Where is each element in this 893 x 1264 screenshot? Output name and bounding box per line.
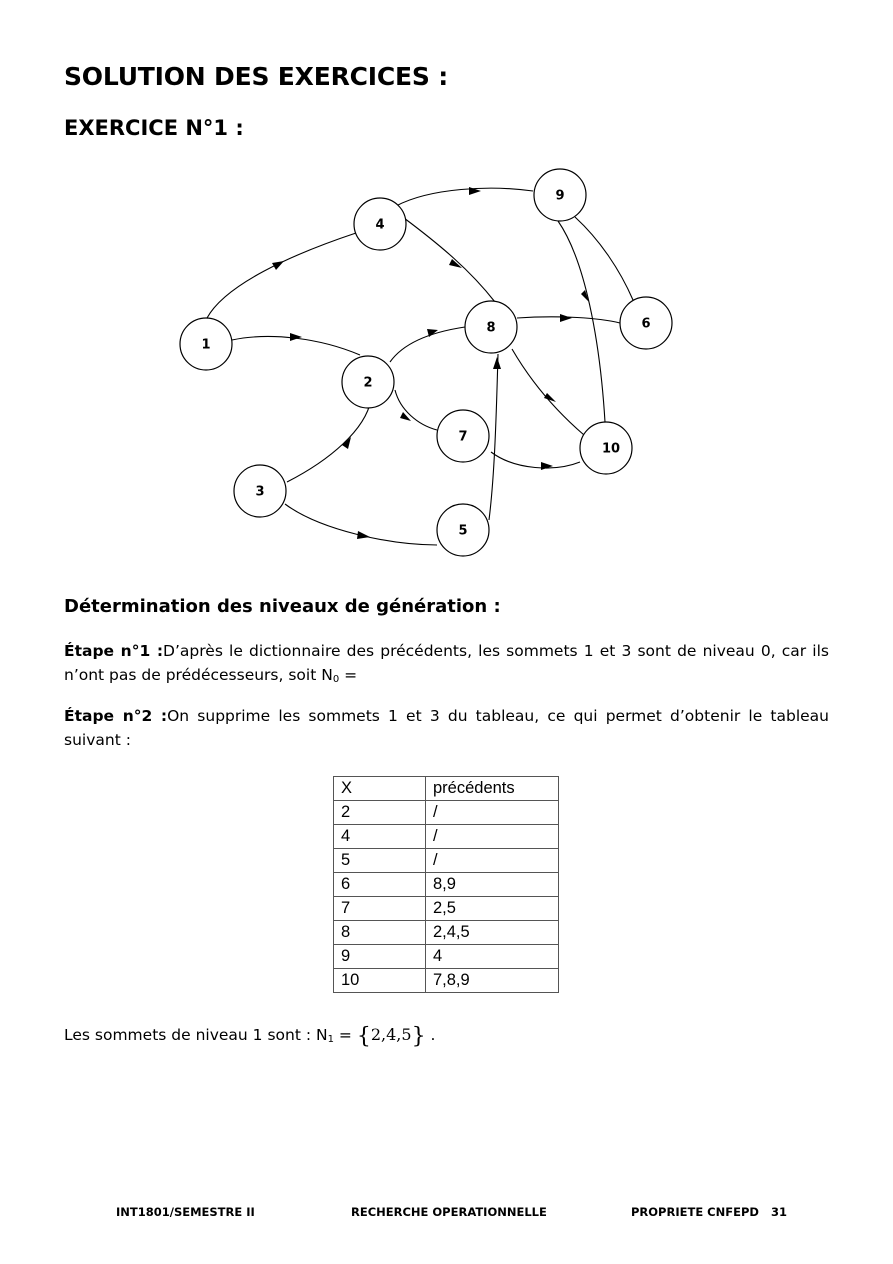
edge-3-2 (287, 400, 371, 482)
table-header-cell: précédents (426, 777, 559, 801)
n0-equals: = (339, 666, 358, 684)
step2-paragraph (64, 704, 829, 752)
edge-8-10 (512, 349, 584, 435)
step1-label: Étape n°1 : (64, 642, 164, 660)
node-label: 5 (458, 523, 468, 539)
step2-text: On supprime les sommets 1 et 3 du tableau, ce qui permet d’obtenir le tableau suivant : (64, 707, 829, 749)
section-title: Détermination des niveaux de génération : (64, 596, 501, 617)
table-cell: 2,4,5 (426, 921, 559, 945)
table-cell: 10 (334, 969, 426, 993)
table-cell: 7,8,9 (426, 969, 559, 993)
table-row (334, 801, 559, 825)
level1-paragraph (64, 1023, 829, 1052)
footer-owner: PROPRIETE CNFEPD (631, 1205, 759, 1219)
table-cell: / (426, 849, 559, 873)
graph-diagram (0, 160, 893, 580)
n1-subscript: 1 (327, 1034, 334, 1045)
table-row (334, 921, 559, 945)
exercise-title: EXERCICE N°1 : (64, 116, 244, 140)
arrowhead (544, 393, 556, 402)
set-values: 2,4,5 (370, 1025, 412, 1044)
n0-symbol: N (321, 666, 333, 684)
table-row (334, 945, 559, 969)
edge-9-10 (558, 221, 605, 422)
step1-text: D’après le dictionnaire des précédents, les sommets 1 et 3 sont de niveau 0, car ils n’ont pas de prédécesseurs, soit (64, 642, 829, 684)
set-open-brace: { (356, 1024, 371, 1049)
set-close-brace: } (411, 1024, 426, 1049)
step2-label: Étape n°2 : (64, 707, 168, 725)
edge-4-8 (404, 218, 495, 302)
table-header-row (334, 777, 559, 801)
level1-text: Les sommets de niveau 1 sont : (64, 1026, 316, 1044)
node-label: 3 (255, 484, 265, 500)
table-cell: 6 (334, 873, 426, 897)
n0-subscript: 0 (332, 674, 340, 685)
arrowhead (560, 314, 572, 322)
table-row (334, 897, 559, 921)
n1-symbol: N (316, 1026, 328, 1044)
edge-1-4 (207, 233, 356, 318)
edge-3-5 (285, 504, 437, 545)
table-cell: 9 (334, 945, 426, 969)
table-cell: 8,9 (426, 873, 559, 897)
table-row (334, 849, 559, 873)
table-row (334, 825, 559, 849)
table-cell: 4 (334, 825, 426, 849)
node-label: 6 (641, 316, 651, 332)
footer-page-number: 31 (771, 1205, 788, 1219)
node-label: 1 (201, 337, 211, 353)
table-cell: 2,5 (426, 897, 559, 921)
arrowhead (272, 261, 284, 270)
table-cell: 4 (426, 945, 559, 969)
node-label: 7 (458, 429, 468, 445)
footer-code: INT1801/SEMESTRE II (116, 1205, 255, 1219)
edge-7-10 (491, 452, 580, 468)
table-cell: 5 (334, 849, 426, 873)
footer-course: RECHERCHE OPERATIONNELLE (351, 1205, 547, 1219)
precedents-table (333, 776, 559, 993)
table-cell: 2 (334, 801, 426, 825)
step1-paragraph (64, 639, 829, 692)
arrowhead (290, 333, 302, 341)
page-title: SOLUTION DES EXERCICES : (64, 62, 449, 91)
node-label: 4 (375, 217, 385, 233)
table-cell: 8 (334, 921, 426, 945)
edge-5-8 (489, 354, 498, 520)
table-cell: 7 (334, 897, 426, 921)
edge-4-9 (396, 188, 533, 206)
level1-set (356, 1024, 426, 1049)
n1-equals: = (333, 1026, 352, 1044)
node-label: 10 (601, 441, 621, 457)
edge-2-7 (395, 390, 437, 430)
node-label: 8 (486, 320, 496, 336)
node-label: 9 (555, 188, 565, 204)
table-cell: / (426, 801, 559, 825)
table-row (334, 873, 559, 897)
table-row (334, 969, 559, 993)
arrowhead (541, 462, 553, 470)
node-label: 2 (363, 375, 373, 391)
level1-end: . (425, 1026, 436, 1044)
edge-9-6 (575, 217, 633, 300)
arrowhead (493, 357, 501, 369)
arrowhead (400, 412, 411, 421)
table-cell: / (426, 825, 559, 849)
edge-2-8 (390, 327, 465, 362)
edge-1-2 (232, 336, 360, 355)
table-header-cell: X (334, 777, 426, 801)
arrowhead (357, 531, 370, 539)
